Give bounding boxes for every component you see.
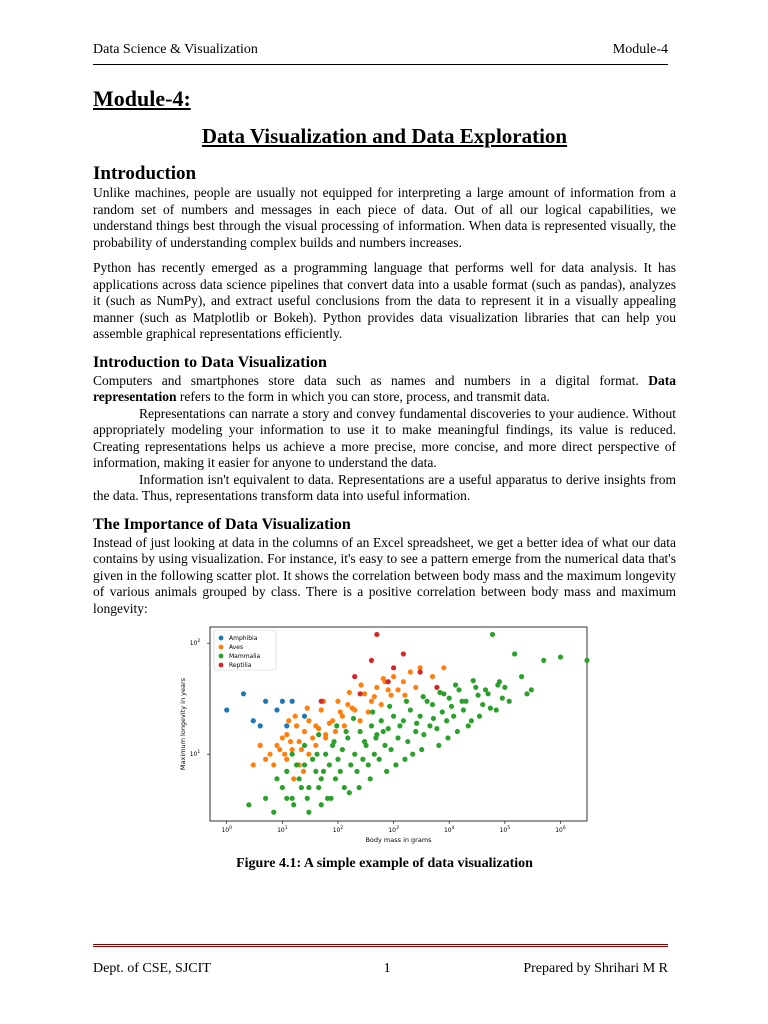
data-point-mammalia bbox=[293, 762, 298, 767]
data-point-mammalia bbox=[448, 704, 453, 709]
data-point-aves bbox=[441, 665, 446, 670]
data-point-mammalia bbox=[413, 729, 418, 734]
data-point-reptilia bbox=[434, 685, 439, 690]
data-point-mammalia bbox=[328, 796, 333, 801]
x-tick-label: $10^5$ bbox=[499, 826, 510, 834]
data-point-mammalia bbox=[246, 802, 251, 807]
y-axis-label: Maximum longevity in years bbox=[178, 677, 187, 771]
legend-label-mammalia: Mammalia bbox=[228, 653, 260, 660]
data-point-aves bbox=[279, 735, 284, 740]
data-point-mammalia bbox=[410, 752, 415, 757]
data-point-mammalia bbox=[313, 769, 318, 774]
data-point-reptilia bbox=[374, 632, 379, 637]
data-point-mammalia bbox=[387, 704, 392, 709]
data-point-mammalia bbox=[318, 802, 323, 807]
data-point-amphibia bbox=[257, 723, 262, 728]
data-point-mammalia bbox=[348, 762, 353, 767]
data-point-amphibia bbox=[301, 714, 306, 719]
scatter-chart bbox=[175, 623, 595, 845]
data-point-mammalia bbox=[356, 785, 361, 790]
data-point-aves bbox=[263, 757, 268, 762]
data-point-aves bbox=[313, 743, 318, 748]
data-point-mammalia bbox=[382, 743, 387, 748]
data-point-aves bbox=[300, 769, 305, 774]
data-point-mammalia bbox=[473, 685, 478, 690]
data-point-mammalia bbox=[424, 699, 429, 704]
data-point-mammalia bbox=[357, 729, 362, 734]
x-tick-label: $10^0$ bbox=[220, 826, 232, 834]
data-point-aves bbox=[250, 762, 255, 767]
data-point-mammalia bbox=[403, 699, 408, 704]
data-point-aves bbox=[323, 735, 328, 740]
module-heading: Module-4: bbox=[93, 86, 191, 111]
data-point-mammalia bbox=[437, 690, 442, 695]
page-footer bbox=[93, 944, 668, 977]
data-point-reptilia bbox=[400, 651, 405, 656]
data-point-aves bbox=[287, 739, 292, 744]
x-tick-label: $10^3$ bbox=[387, 826, 399, 834]
data-point-mammalia bbox=[263, 796, 268, 801]
data-point-mammalia bbox=[316, 785, 321, 790]
data-point-mammalia bbox=[518, 674, 523, 679]
intro-dv-p1-bold: Data representation bbox=[93, 372, 676, 404]
page-header bbox=[93, 42, 668, 65]
y-tick-label: $10^1$ bbox=[189, 750, 200, 759]
data-point-amphibia bbox=[240, 691, 245, 696]
data-point-mammalia bbox=[454, 729, 459, 734]
data-point-amphibia bbox=[250, 718, 255, 723]
footer-page-number: 1 bbox=[383, 961, 391, 976]
data-point-mammalia bbox=[298, 785, 303, 790]
figure bbox=[175, 623, 595, 872]
data-point-mammalia bbox=[506, 699, 511, 704]
data-point-mammalia bbox=[400, 718, 405, 723]
data-point-aves bbox=[271, 762, 276, 767]
data-point-mammalia bbox=[419, 747, 424, 752]
data-point-mammalia bbox=[417, 714, 422, 719]
data-point-aves bbox=[298, 747, 303, 752]
data-point-mammalia bbox=[301, 743, 306, 748]
data-point-mammalia bbox=[370, 709, 375, 714]
data-point-mammalia bbox=[407, 707, 412, 712]
data-point-mammalia bbox=[376, 757, 381, 762]
footer-left: Dept. of CSE, SJCIT bbox=[93, 961, 211, 976]
legend-marker-reptilia bbox=[218, 663, 223, 668]
data-point-aves bbox=[293, 723, 298, 728]
data-point-mammalia bbox=[301, 762, 306, 767]
data-point-mammalia bbox=[487, 706, 492, 711]
data-point-mammalia bbox=[402, 757, 407, 762]
data-point-reptilia bbox=[318, 699, 323, 704]
data-point-aves bbox=[368, 699, 373, 704]
data-point-aves bbox=[306, 752, 311, 757]
intro-dv-p1-start: Computers and smartphones store data such as names and numbers in a digital format. bbox=[93, 372, 649, 388]
data-point-aves bbox=[306, 718, 311, 723]
legend-label-reptilia: Reptilia bbox=[228, 662, 251, 669]
data-point-mammalia bbox=[470, 678, 475, 683]
data-point-mammalia bbox=[341, 785, 346, 790]
data-point-aves bbox=[391, 674, 396, 679]
data-point-aves bbox=[335, 699, 340, 704]
data-point-mammalia bbox=[284, 796, 289, 801]
data-point-mammalia bbox=[465, 723, 470, 728]
page-content bbox=[93, 86, 676, 872]
data-point-aves bbox=[378, 702, 383, 707]
data-point-mammalia bbox=[274, 776, 279, 781]
data-point-aves bbox=[310, 735, 315, 740]
data-point-aves bbox=[388, 693, 393, 698]
data-point-amphibia bbox=[279, 699, 284, 704]
x-tick-label: $10^6$ bbox=[554, 826, 566, 834]
data-point-aves bbox=[337, 709, 342, 714]
data-point-aves bbox=[346, 690, 351, 695]
data-point-mammalia bbox=[371, 752, 376, 757]
data-point-mammalia bbox=[451, 714, 456, 719]
data-point-aves bbox=[301, 729, 306, 734]
data-point-aves bbox=[429, 674, 434, 679]
data-point-mammalia bbox=[368, 723, 373, 728]
data-point-mammalia bbox=[476, 714, 481, 719]
data-point-aves bbox=[286, 718, 291, 723]
data-point-mammalia bbox=[445, 735, 450, 740]
data-point-aves bbox=[289, 747, 294, 752]
data-point-aves bbox=[374, 685, 379, 690]
data-point-mammalia bbox=[314, 752, 319, 757]
data-point-aves bbox=[284, 757, 289, 762]
data-point-aves bbox=[316, 726, 321, 731]
data-point-aves bbox=[400, 679, 405, 684]
data-point-aves bbox=[284, 732, 289, 737]
data-point-aves bbox=[292, 714, 297, 719]
data-point-aves bbox=[267, 752, 272, 757]
intro-paragraph-2: Python has recently emerged as a programming language that performs well for data analysis. It has applications across data science pipelines that convert data into a usable format (such as pandas), analyzes it (such as NumPy), and extract useful conclusions from the data to represent it in a visually appealing manner (such as Matplotlib or Bokeh). Python provides data visualization libraries that can help you assemble graphical representations efficiently. bbox=[93, 260, 676, 341]
data-point-mammalia bbox=[436, 743, 441, 748]
data-point-mammalia bbox=[316, 732, 321, 737]
data-point-mammalia bbox=[332, 776, 337, 781]
data-point-mammalia bbox=[289, 796, 294, 801]
intro-dv-paragraph-2: Representations can narrate a story and convey fundamental discoveries to your audience. Without appropriately modeling your information to use it to make meaningful findings, its value is reduced. Creating representations helps us achieve a more precise, more concise, and more direct perspective of information, making it easier for anyone to understand the data. bbox=[93, 405, 676, 470]
data-point-aves bbox=[357, 718, 362, 723]
data-point-mammalia bbox=[284, 769, 289, 774]
data-point-mammalia bbox=[391, 714, 396, 719]
x-axis-label: Body mass in grams bbox=[364, 836, 432, 844]
data-point-mammalia bbox=[331, 739, 336, 744]
data-point-amphibia bbox=[289, 699, 294, 704]
data-point-mammalia bbox=[352, 752, 357, 757]
data-point-mammalia bbox=[502, 685, 507, 690]
data-point-aves bbox=[395, 687, 400, 692]
data-point-mammalia bbox=[350, 716, 355, 721]
data-point-mammalia bbox=[541, 658, 546, 663]
data-point-mammalia bbox=[460, 707, 465, 712]
data-point-reptilia bbox=[417, 669, 422, 674]
intro-dv-p1-end: refers to the form in which you can store, process, and transmit data. bbox=[176, 389, 550, 404]
data-point-mammalia bbox=[495, 682, 500, 687]
data-point-mammalia bbox=[323, 752, 328, 757]
data-point-mammalia bbox=[354, 769, 359, 774]
data-point-mammalia bbox=[345, 735, 350, 740]
data-point-mammalia bbox=[405, 739, 410, 744]
data-point-reptilia bbox=[385, 679, 390, 684]
legend-marker-aves bbox=[218, 645, 223, 650]
data-point-mammalia bbox=[271, 810, 276, 815]
data-point-mammalia bbox=[444, 718, 449, 723]
data-point-mammalia bbox=[378, 718, 383, 723]
intro-paragraph-1: Unlike machines, people are usually not equipped for interpreting a large amount of information from a random set of numbers and messages in each piece of data. Out of all our logical capabilities, we understand things best through the visual processing of information. When data is represented visually, the probability of understanding complex builds and numbers increases. bbox=[93, 185, 676, 250]
data-point-mammalia bbox=[388, 747, 393, 752]
data-point-mammalia bbox=[429, 702, 434, 707]
data-point-mammalia bbox=[385, 726, 390, 731]
data-point-mammalia bbox=[363, 743, 368, 748]
data-point-mammalia bbox=[482, 687, 487, 692]
data-point-aves bbox=[291, 776, 296, 781]
data-point-aves bbox=[277, 747, 282, 752]
data-point-mammalia bbox=[524, 691, 529, 696]
data-point-mammalia bbox=[306, 785, 311, 790]
legend-label-aves: Aves bbox=[228, 644, 243, 651]
data-point-mammalia bbox=[584, 658, 589, 663]
data-point-mammalia bbox=[304, 796, 309, 801]
data-point-mammalia bbox=[306, 810, 311, 815]
header-right: Module-4 bbox=[612, 42, 668, 57]
data-point-reptilia bbox=[352, 674, 357, 679]
data-point-mammalia bbox=[334, 723, 339, 728]
data-point-aves bbox=[282, 752, 287, 757]
x-tick-label: $10^1$ bbox=[276, 826, 288, 834]
data-point-amphibia bbox=[224, 707, 229, 712]
figure-caption: Figure 4.1: A simple example of data visualization bbox=[236, 856, 533, 871]
data-point-mammalia bbox=[414, 721, 419, 726]
data-point-aves bbox=[257, 743, 262, 748]
data-point-mammalia bbox=[289, 752, 294, 757]
data-point-mammalia bbox=[456, 687, 461, 692]
legend-label-amphibia: Amphibia bbox=[228, 635, 257, 642]
data-point-mammalia bbox=[459, 699, 464, 704]
data-point-mammalia bbox=[434, 726, 439, 731]
data-point-mammalia bbox=[468, 718, 473, 723]
intro-dv-heading: Introduction to Data Visualization bbox=[93, 353, 327, 371]
data-point-amphibia bbox=[263, 699, 268, 704]
data-point-mammalia bbox=[320, 769, 325, 774]
data-point-mammalia bbox=[365, 762, 370, 767]
data-point-mammalia bbox=[296, 776, 301, 781]
data-point-aves bbox=[380, 676, 385, 681]
data-point-mammalia bbox=[395, 735, 400, 740]
data-point-mammalia bbox=[335, 757, 340, 762]
data-point-aves bbox=[407, 669, 412, 674]
data-point-mammalia bbox=[393, 762, 398, 767]
data-point-aves bbox=[318, 707, 323, 712]
data-point-mammalia bbox=[360, 757, 365, 762]
intro-dv-paragraph-1 bbox=[93, 373, 676, 406]
data-point-mammalia bbox=[430, 716, 435, 721]
y-tick-label: $10^2$ bbox=[189, 639, 200, 648]
data-point-aves bbox=[349, 706, 354, 711]
data-point-mammalia bbox=[373, 735, 378, 740]
intro-dv-paragraph-3: Information isn't equivalent to data. Representations are a useful apparatus to derive insights from the data. Thus, representations transform data into useful information. bbox=[93, 471, 676, 503]
intro-heading: Introduction bbox=[93, 163, 197, 184]
data-point-mammalia bbox=[339, 747, 344, 752]
data-point-mammalia bbox=[397, 723, 402, 728]
data-point-mammalia bbox=[475, 693, 480, 698]
data-point-aves bbox=[385, 687, 390, 692]
data-point-mammalia bbox=[343, 729, 348, 734]
data-point-mammalia bbox=[446, 696, 451, 701]
data-point-aves bbox=[296, 739, 301, 744]
data-point-aves bbox=[371, 694, 376, 699]
data-point-mammalia bbox=[291, 802, 296, 807]
footer-right: Prepared by Shrihari M R bbox=[523, 961, 668, 976]
data-point-mammalia bbox=[512, 651, 517, 656]
data-point-mammalia bbox=[557, 654, 562, 659]
data-point-mammalia bbox=[318, 776, 323, 781]
importance-paragraph: Instead of just looking at data in the columns of an Excel spreadsheet, we get a better idea of what our data contains by using visualization. For instance, it's easy to see a pattern emerge from the numerical data that's given in the following scatter plot. It shows the correlation between body mass and the maximum longevity of various animals grouped by class. There is a positive correlation between body mass and maximum longevity: bbox=[93, 534, 676, 616]
x-tick-label: $10^4$ bbox=[443, 826, 454, 834]
data-point-mammalia bbox=[384, 769, 389, 774]
data-point-aves bbox=[304, 706, 309, 711]
legend-marker-mammalia bbox=[218, 654, 223, 659]
x-tick-label: $10^2$ bbox=[332, 826, 343, 834]
data-point-mammalia bbox=[489, 632, 494, 637]
data-point-mammalia bbox=[326, 762, 331, 767]
data-point-amphibia bbox=[274, 707, 279, 712]
data-point-mammalia bbox=[493, 707, 498, 712]
data-point-amphibia bbox=[284, 723, 289, 728]
data-point-mammalia bbox=[452, 682, 457, 687]
data-point-mammalia bbox=[380, 729, 385, 734]
importance-heading: The Importance of Data Visualization bbox=[93, 515, 351, 533]
data-point-mammalia bbox=[310, 757, 315, 762]
data-point-mammalia bbox=[439, 709, 444, 714]
header-left: Data Science & Visualization bbox=[93, 42, 258, 57]
data-point-reptilia bbox=[357, 691, 362, 696]
data-point-mammalia bbox=[279, 785, 284, 790]
data-point-mammalia bbox=[528, 687, 533, 692]
data-point-aves bbox=[402, 693, 407, 698]
data-point-aves bbox=[345, 702, 350, 707]
data-point-aves bbox=[413, 685, 418, 690]
data-point-mammalia bbox=[480, 702, 485, 707]
data-point-aves bbox=[332, 729, 337, 734]
data-point-aves bbox=[326, 721, 331, 726]
data-point-aves bbox=[341, 723, 346, 728]
data-point-mammalia bbox=[421, 732, 426, 737]
data-point-mammalia bbox=[337, 769, 342, 774]
data-point-reptilia bbox=[368, 658, 373, 663]
data-point-reptilia bbox=[391, 665, 396, 670]
data-point-mammalia bbox=[346, 790, 351, 795]
data-point-mammalia bbox=[420, 694, 425, 699]
data-point-mammalia bbox=[499, 696, 504, 701]
main-title: Data Visualization and Data Exploration bbox=[201, 124, 568, 148]
data-point-mammalia bbox=[427, 723, 432, 728]
data-point-mammalia bbox=[367, 776, 372, 781]
data-point-aves bbox=[358, 682, 363, 687]
legend-marker-amphibia bbox=[218, 636, 223, 641]
